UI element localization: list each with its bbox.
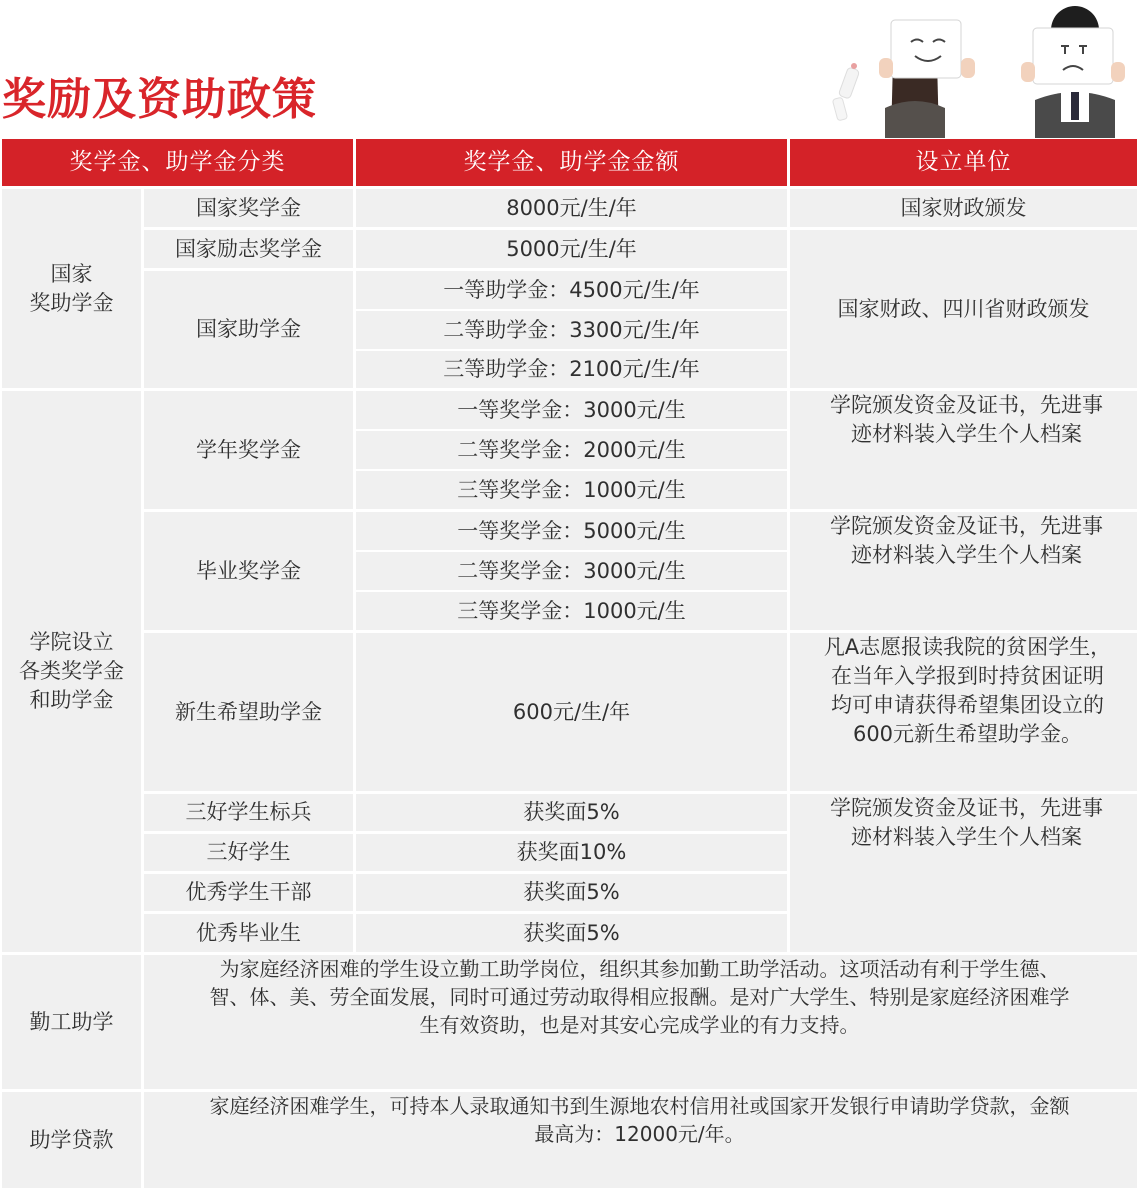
row-name-annual-scholarship: 学年奖学金 <box>144 391 353 509</box>
row-amount-national-scholarship: 8000元/生/年 <box>356 189 787 227</box>
students-photo <box>815 0 1139 138</box>
row-name-graduation-scholarship: 毕业奖学金 <box>144 512 353 630</box>
row-amount-honor: 获奖面5% <box>356 914 787 952</box>
row-amount-national-encouragement: 5000元/生/年 <box>356 230 787 268</box>
row-name-honor: 优秀毕业生 <box>144 914 353 952</box>
paragraph-line: 最高为：12000元/年。 <box>534 1122 745 1146</box>
category-national-line: 奖助学金 <box>29 290 114 315</box>
row-amount-annual-third: 三等奖学金：1000元/生 <box>356 471 787 509</box>
unit-text-line: 迹材料装入学生个人档案 <box>851 543 1082 567</box>
row-unit-national-scholarship: 国家财政颁发 <box>790 189 1137 227</box>
row-name-national-scholarship: 国家奖学金 <box>144 189 353 227</box>
unit-text-line: 学院颁发资金及证书，先进事 <box>830 393 1103 417</box>
row-amount-grant-third: 三等助学金：2100元/生/年 <box>356 351 787 388</box>
row-amount-grant-second: 二等助学金：3300元/生/年 <box>356 311 787 349</box>
category-college-line: 和助学金 <box>29 688 114 712</box>
unit-text-line: 在当年入学报到时持贫困证明 <box>831 664 1104 688</box>
header-unit: 设立单位 <box>790 139 1137 186</box>
unit-text-line: 迹材料装入学生个人档案 <box>851 825 1082 849</box>
bottle-icon <box>832 63 859 121</box>
row-unit-annual <box>790 391 1137 509</box>
student-boy <box>1021 6 1125 138</box>
paragraph-line: 智、体、美、劳全面发展，同时可通过劳动取得相应报酬。是对广大学生、特别是家庭经济困难学 <box>209 985 1070 1009</box>
category-student-loan: 助学贷款 <box>2 1092 141 1188</box>
row-amount-honor: 获奖面10% <box>356 834 787 871</box>
scholarship-table <box>0 139 1139 1188</box>
row-unit-freshman <box>790 633 1137 791</box>
unit-text-line: 凡A志愿报读我院的贫困学生， <box>823 635 1112 659</box>
row-amount-graduation-second: 二等奖学金：3000元/生 <box>356 552 787 590</box>
row-amount-graduation-first: 一等奖学金：5000元/生 <box>356 512 787 550</box>
row-amount-grant-first: 一等助学金：4500元/生/年 <box>356 271 787 309</box>
row-unit-national-shared: 国家财政、四川省财政颁发 <box>790 230 1137 388</box>
row-unit-graduation <box>790 512 1137 630</box>
row-name-freshman-grant: 新生希望助学金 <box>144 633 353 791</box>
row-amount-freshman-grant: 600元/生/年 <box>356 633 787 791</box>
unit-text-line: 600元新生希望助学金。 <box>852 722 1083 746</box>
row-amount-annual-first: 一等奖学金：3000元/生 <box>356 391 787 429</box>
row-amount-graduation-third: 三等奖学金：1000元/生 <box>356 592 787 630</box>
unit-text-line: 学院颁发资金及证书，先进事 <box>830 796 1103 820</box>
row-name-honor: 优秀学生干部 <box>144 874 353 911</box>
student-loan-description <box>144 1092 1137 1188</box>
unit-text-line: 学院颁发资金及证书，先进事 <box>830 514 1103 538</box>
category-national-line: 国家 <box>50 261 93 286</box>
category-work-study: 勤工助学 <box>2 955 141 1089</box>
unit-text-line: 迹材料装入学生个人档案 <box>851 422 1082 446</box>
category-college-line: 学院设立 <box>29 630 114 654</box>
row-name-national-grant: 国家助学金 <box>144 271 353 388</box>
category-college <box>2 391 141 952</box>
row-amount-honor: 获奖面5% <box>356 874 787 911</box>
row-name-honor: 三好学生标兵 <box>144 794 353 831</box>
category-college-line: 各类奖学金 <box>19 659 124 683</box>
page-title: 奖励及资助政策 <box>2 74 317 125</box>
header-amount: 奖学金、助学金金额 <box>356 139 787 186</box>
paragraph-line: 为家庭经济困难的学生设立勤工助学岗位，组织其参加勤工助学活动。这项活动有利于学生德、 <box>219 957 1060 981</box>
work-study-description <box>144 955 1137 1089</box>
row-amount-annual-second: 二等奖学金：2000元/生 <box>356 431 787 469</box>
student-girl <box>879 20 975 138</box>
unit-text-line: 均可申请获得希望集团设立的 <box>831 693 1104 717</box>
paragraph-line: 生有效资助，也是对其安心完成学业的有力支持。 <box>419 1013 860 1037</box>
row-unit-honors <box>790 794 1137 952</box>
row-amount-honor: 获奖面5% <box>356 794 787 831</box>
row-name-honor: 三好学生 <box>144 834 353 871</box>
header-category: 奖学金、助学金分类 <box>2 139 353 186</box>
category-national <box>2 189 141 388</box>
row-name-national-encouragement: 国家励志奖学金 <box>144 230 353 268</box>
paragraph-line: 家庭经济困难学生，可持本人录取通知书到生源地农村信用社或国家开发银行申请助学贷款，金额 <box>209 1094 1070 1118</box>
